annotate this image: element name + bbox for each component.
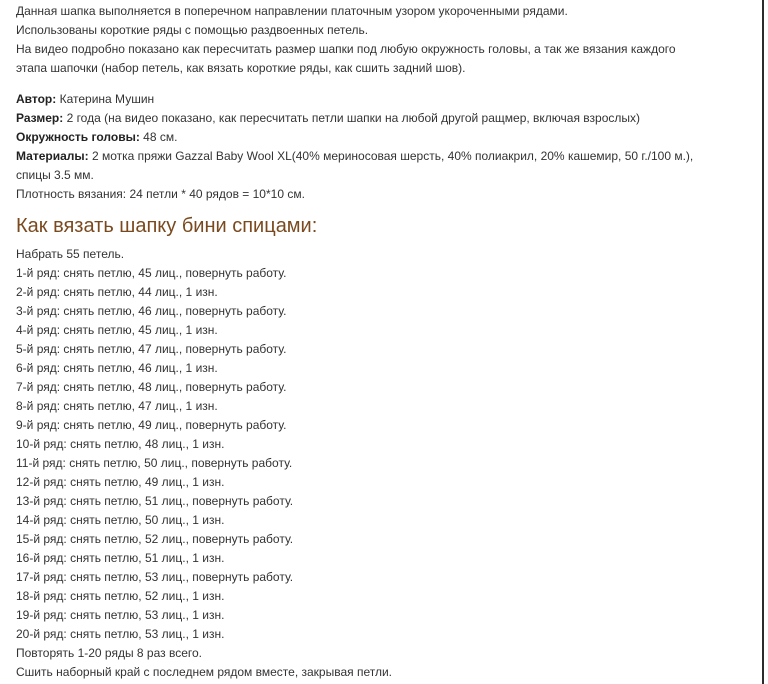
- knitting-step: 12-й ряд: снять петлю, 49 лиц., 1 изн.: [16, 475, 225, 489]
- knitting-step: Повторять 1-20 ряды 8 раз всего.: [16, 646, 203, 660]
- head-circumference-line: [16, 128, 756, 147]
- knitting-step: 7-й ряд: снять петлю, 48 лиц., повернуть работу.: [16, 380, 287, 394]
- head-circumference-label: Окружность головы:: [16, 130, 140, 144]
- knitting-step: 17-й ряд: снять петлю, 53 лиц., повернуть работу.: [16, 570, 294, 584]
- knitting-step: 2-й ряд: снять петлю, 44 лиц., 1 изн.: [16, 285, 218, 299]
- materials-line: [16, 147, 756, 166]
- author-line: [16, 90, 756, 109]
- knitting-step: 20-й ряд: снять петлю, 53 лиц., 1 изн.: [16, 627, 225, 641]
- knitting-step: 9-й ряд: снять петлю, 49 лиц., повернуть работу.: [16, 418, 287, 432]
- knitting-step: 5-й ряд: снять петлю, 47 лиц., повернуть работу.: [16, 342, 287, 356]
- materials-label: Материалы:: [16, 149, 89, 163]
- knitting-step: 15-й ряд: снять петлю, 52 лиц., повернуть работу.: [16, 532, 294, 546]
- knitting-step: 1-й ряд: снять петлю, 45 лиц., повернуть работу.: [16, 266, 287, 280]
- size-line: [16, 109, 756, 128]
- knitting-step: 18-й ряд: снять петлю, 52 лиц., 1 изн.: [16, 589, 225, 603]
- intro-line: На видео подробно показано как пересчитать размер шапки под любую окружность головы, а так же вязания каждого: [16, 42, 676, 56]
- cast-on-step: Набрать 55 петель.: [16, 247, 125, 261]
- head-circumference-value: 48 см.: [143, 130, 178, 144]
- intro-paragraph: [16, 2, 756, 78]
- intro-line: этапа шапочки (набор петель, как вязать короткие ряды, как сшить задний шов).: [16, 61, 466, 75]
- knitting-step: 8-й ряд: снять петлю, 47 лиц., 1 изн.: [16, 399, 218, 413]
- intro-line: Использованы короткие ряды с помощью раздвоенных петель.: [16, 23, 369, 37]
- knitting-step: 16-й ряд: снять петлю, 51 лиц., 1 изн.: [16, 551, 225, 565]
- pattern-details: [16, 90, 756, 204]
- author-value: Катерина Мушин: [59, 92, 155, 106]
- knitting-step: 13-й ряд: снять петлю, 51 лиц., повернуть работу.: [16, 494, 294, 508]
- intro-line: Данная шапка выполняется в поперечном направлении платочным узором укороченными рядами.: [16, 4, 568, 18]
- materials-value: 2 мотка пряжи Gazzal Baby Wool XL(40% мериносовая шерсть, 40% полиакрил, 20% кашемир, 50 г./100 м.),: [91, 149, 694, 163]
- knitting-steps: [16, 245, 756, 682]
- gauge-line: Плотность вязания: 24 петли * 40 рядов = 10*10 см.: [16, 187, 305, 201]
- materials-line-2: спицы 3.5 мм.: [16, 168, 94, 182]
- knitting-step: 10-й ряд: снять петлю, 48 лиц., 1 изн.: [16, 437, 225, 451]
- knitting-step: 3-й ряд: снять петлю, 46 лиц., повернуть работу.: [16, 304, 287, 318]
- size-value: 2 года (на видео показано, как пересчитать петли шапки на любой другой ращмер, включая взрослых): [66, 111, 641, 125]
- knitting-step: 14-й ряд: снять петлю, 50 лиц., 1 изн.: [16, 513, 225, 527]
- size-label: Размер:: [16, 111, 64, 125]
- knitting-step: 6-й ряд: снять петлю, 46 лиц., 1 изн.: [16, 361, 218, 375]
- knitting-step: 11-й ряд: снять петлю, 50 лиц., повернуть работу.: [16, 456, 293, 470]
- author-label: Автор:: [16, 92, 57, 106]
- article-content: [16, 0, 756, 682]
- knitting-step: 4-й ряд: снять петлю, 45 лиц., 1 изн.: [16, 323, 218, 337]
- knitting-step: 19-й ряд: снять петлю, 53 лиц., 1 изн.: [16, 608, 225, 622]
- section-heading: Как вязать шапку бини спицами:: [16, 215, 318, 237]
- knitting-step: Сшить наборный край с последнем рядом вместе, закрывая петли.: [16, 665, 393, 679]
